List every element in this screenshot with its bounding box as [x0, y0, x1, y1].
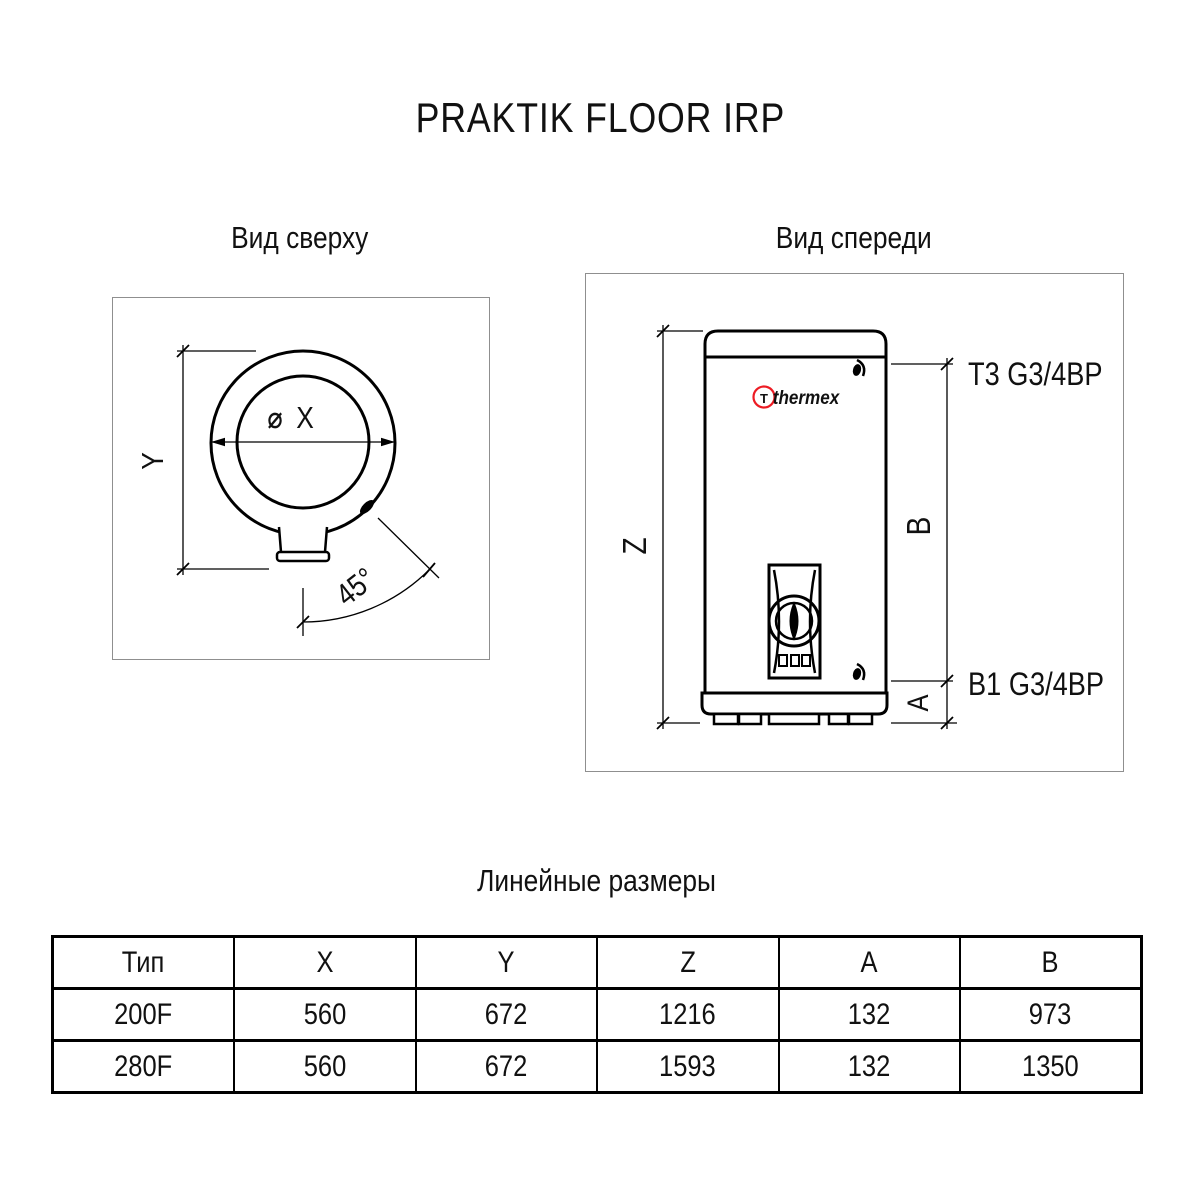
control-tab: [277, 527, 329, 561]
cell-x: 560: [234, 1041, 416, 1093]
cell-a: 132: [779, 1041, 961, 1093]
cell-model: 200F: [53, 989, 235, 1041]
table-header-row: [53, 937, 1142, 989]
cell-z: 1216: [597, 989, 779, 1041]
top-view-frame: [112, 297, 490, 660]
z-dimension-label: Z: [616, 537, 654, 555]
col-header-x: X: [234, 937, 416, 989]
b-dimension-label: B: [900, 516, 938, 536]
fitting-top-label: T3 G3/4BP: [968, 356, 1103, 393]
table-row: [53, 989, 1142, 1041]
z-dimension: [657, 325, 703, 729]
angle-label: 45°: [329, 561, 383, 614]
y-dimension-label: Y: [136, 452, 171, 470]
fitting-bottom-label: B1 G3/4BP: [968, 666, 1105, 703]
front-view-frame: [585, 273, 1124, 772]
cell-b: 1350: [960, 1041, 1142, 1093]
cell-b: 973: [960, 989, 1142, 1041]
cell-model: 280F: [53, 1041, 235, 1093]
heater-base: [702, 693, 887, 714]
col-header-a: A: [779, 937, 961, 989]
cell-x: 560: [234, 989, 416, 1041]
table-title: Линейные размеры: [477, 863, 717, 898]
front-view-drawing: [586, 274, 1123, 771]
col-header-b: B: [960, 937, 1142, 989]
emblem-letter: T: [760, 391, 768, 406]
brand-name: thermex: [772, 387, 840, 409]
control-panel: [769, 565, 820, 678]
page-title: PRAKTIK FLOOR IRP: [415, 94, 785, 141]
col-header-y: Y: [416, 937, 598, 989]
top-view-drawing: [113, 298, 489, 659]
b-a-dimension: [891, 358, 957, 729]
col-header-type: Тип: [53, 937, 235, 989]
table-row: [53, 1041, 1142, 1093]
cell-a: 132: [779, 989, 961, 1041]
cell-y: 672: [416, 1041, 598, 1093]
col-header-z: Z: [597, 937, 779, 989]
x-dimension-label: X: [296, 401, 314, 436]
cell-y: 672: [416, 989, 598, 1041]
a-dimension-label: A: [901, 694, 935, 712]
front-view-label: Вид спереди: [775, 220, 932, 255]
y-dimension: [177, 345, 269, 575]
diameter-symbol: ⌀: [267, 401, 283, 435]
dimensions-table: [51, 935, 1143, 1094]
heater-feet: [714, 714, 872, 724]
top-view-label: Вид сверху: [231, 220, 369, 255]
cell-z: 1593: [597, 1041, 779, 1093]
